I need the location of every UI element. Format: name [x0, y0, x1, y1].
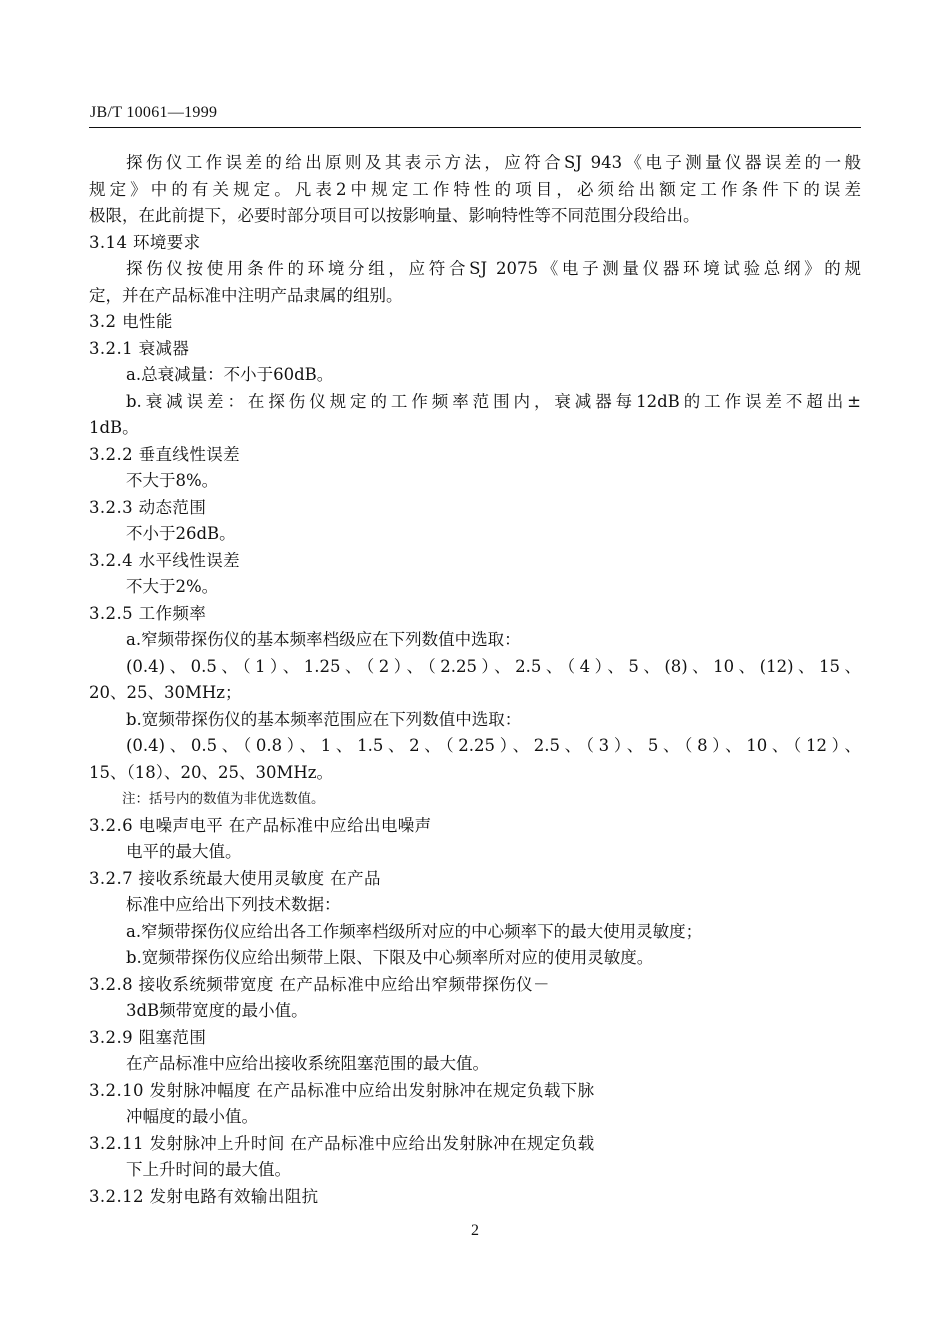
section-heading: 3.2.10 发射脉冲幅度 在产品标准中应给出发射脉冲在规定负载下脉 [89, 1080, 595, 1100]
list-item: a.总衰减量：不小于60dB。 [126, 365, 334, 384]
section-heading: 3.2.5 工作频率 [89, 603, 207, 623]
paragraph-line: 下上升时间的最大值。 [126, 1160, 291, 1179]
section-heading: 3.2.3 动态范围 [89, 497, 207, 517]
paragraph-line: (0.4)、0.5、（0.8）、1、1.5、2、（2.25）、2.5、（3）、5、（8）、10、（12）、 [126, 736, 861, 755]
note-line: 注：括号内的数值为非优选数值。 [122, 791, 325, 807]
paragraph-line: 在产品标准中应给出接收系统阻塞范围的最大值。 [126, 1054, 489, 1073]
paragraph-line: 探伤仪按使用条件的环境分组，应符合SJ 2075《电子测量仪器环境试验总纲》的规 [126, 259, 861, 278]
running-header: JB/T 10061—1999 [90, 104, 218, 121]
paragraph-line: 探伤仪工作误差的给出原则及其表示方法，应符合SJ 943《电子测量仪器误差的一般 [126, 153, 861, 172]
list-item: b.宽频带探伤仪的基本频率范围应在下列数值中选取： [126, 709, 522, 729]
section-heading: 3.2 电性能 [89, 312, 173, 331]
paragraph-line: 3dB频带宽度的最小值。 [126, 1001, 308, 1020]
paragraph-line: 1dB。 [89, 418, 139, 437]
paragraph-line: 20、25、30MHz； [89, 683, 242, 702]
list-item: a.窄频带探伤仪应给出各工作频率档级所对应的中心频率下的最大使用灵敏度； [126, 921, 703, 941]
paragraph-line: 规定》中的有关规定。凡表2中规定工作特性的项目，必须给出额定工作条件下的误差 [89, 179, 861, 199]
section-heading: 3.2.6 电噪声电平 在产品标准中应给出电噪声 [89, 815, 432, 835]
paragraph-line: 15、（18）、20、25、30MHz。 [89, 762, 333, 782]
paragraph-line: 标准中应给出下列技术数据： [126, 895, 341, 914]
list-item: a.窄频带探伤仪的基本频率档级应在下列数值中选取： [126, 630, 521, 649]
section-heading: 3.2.9 阻塞范围 [89, 1027, 207, 1047]
section-heading: 3.2.2 垂直线性误差 [89, 444, 241, 464]
section-heading: 3.2.1 衰减器 [89, 338, 190, 358]
section-heading: 3.2.4 水平线性误差 [89, 550, 241, 570]
section-heading: 3.14 环境要求 [89, 232, 201, 252]
paragraph-line: 不大于2%。 [126, 577, 219, 596]
page-number: 2 [471, 1222, 479, 1239]
page-body [89, 150, 861, 1210]
paragraph-line: (0.4)、0.5、（1）、1.25、（2）、（2.25）、2.5、（4）、5、(8)、10、(12)、15、 [126, 656, 861, 676]
list-item: b.宽频带探伤仪应给出频带上限、下限及中心频率所对应的使用灵敏度。 [126, 948, 654, 967]
header-rule [89, 127, 861, 128]
paragraph-line: 冲幅度的最小值。 [126, 1107, 258, 1126]
section-heading: 3.2.8 接收系统频带宽度 在产品标准中应给出窄频带探伤仪－ [89, 974, 550, 994]
paragraph-line: 定，并在产品标准中注明产品隶属的组别。 [89, 285, 403, 305]
list-item: b.衰减误差：在探伤仪规定的工作频率范围内，衰减器每12dB的工作误差不超出± [126, 391, 861, 411]
paragraph-line: 极限，在此前提下，必要时部分项目可以按影响量、影响特性等不同范围分段给出。 [89, 206, 700, 225]
paragraph-line: 不大于8%。 [126, 471, 219, 490]
section-heading: 3.2.11 发射脉冲上升时间 在产品标准中应给出发射脉冲在规定负载 [89, 1133, 595, 1153]
paragraph-line: 不小于26dB。 [126, 524, 236, 543]
paragraph-line: 电平的最大值。 [126, 842, 242, 861]
section-heading: 3.2.12 发射电路有效输出阻抗 [89, 1186, 319, 1206]
section-heading: 3.2.7 接收系统最大使用灵敏度 在产品 [89, 868, 381, 888]
